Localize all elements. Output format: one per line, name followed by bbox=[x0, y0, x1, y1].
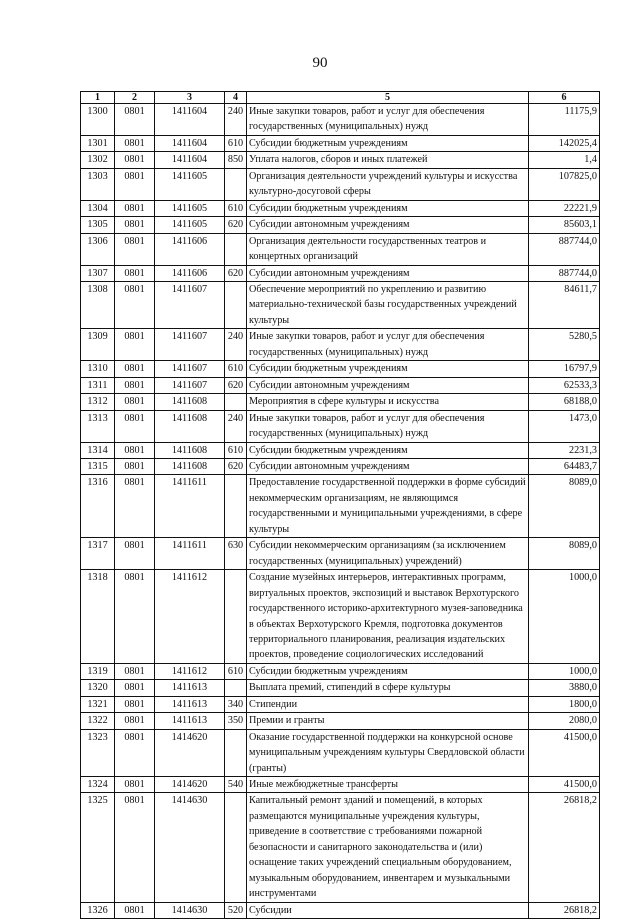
item-name-cell: Иные закупки товаров, работ и услуг для обеспечения государственных (муниципальных) нужд bbox=[247, 410, 529, 442]
target-article-cell: 1411613 bbox=[155, 696, 225, 712]
amount-cell: 41500,0 bbox=[529, 729, 600, 776]
section-code-cell: 0801 bbox=[115, 152, 155, 168]
table-row bbox=[81, 281, 600, 328]
section-code-cell: 0801 bbox=[115, 680, 155, 696]
section-code-cell: 0801 bbox=[115, 793, 155, 902]
row-number-cell: 1302 bbox=[81, 152, 115, 168]
item-name-cell: Иные закупки товаров, работ и услуг для обеспечения государственных (муниципальных) нужд bbox=[247, 104, 529, 136]
table-row bbox=[81, 265, 600, 281]
row-number-cell: 1305 bbox=[81, 217, 115, 233]
expense-type-cell bbox=[225, 570, 247, 664]
expense-type-cell: 610 bbox=[225, 200, 247, 216]
expense-type-cell: 620 bbox=[225, 265, 247, 281]
amount-cell: 142025,4 bbox=[529, 135, 600, 151]
section-code-cell: 0801 bbox=[115, 361, 155, 377]
target-article-cell: 1414630 bbox=[155, 793, 225, 902]
amount-cell: 84611,7 bbox=[529, 281, 600, 328]
item-name-cell: Субсидии автономным учреждениям bbox=[247, 458, 529, 474]
section-code-cell: 0801 bbox=[115, 281, 155, 328]
table-row bbox=[81, 168, 600, 200]
section-code-cell: 0801 bbox=[115, 265, 155, 281]
amount-cell: 41500,0 bbox=[529, 777, 600, 793]
expense-type-cell: 620 bbox=[225, 217, 247, 233]
table-row bbox=[81, 394, 600, 410]
row-number-cell: 1324 bbox=[81, 777, 115, 793]
table-row bbox=[81, 458, 600, 474]
table-row bbox=[81, 361, 600, 377]
expense-type-cell bbox=[225, 233, 247, 265]
row-number-cell: 1314 bbox=[81, 442, 115, 458]
row-number-cell: 1317 bbox=[81, 538, 115, 570]
section-code-cell: 0801 bbox=[115, 538, 155, 570]
section-code-cell: 0801 bbox=[115, 458, 155, 474]
item-name-cell: Премии и гранты bbox=[247, 713, 529, 729]
item-name-cell: Субсидии бюджетным учреждениям bbox=[247, 200, 529, 216]
amount-cell: 85603,1 bbox=[529, 217, 600, 233]
row-number-cell: 1308 bbox=[81, 281, 115, 328]
table-row bbox=[81, 475, 600, 538]
amount-cell: 26818,2 bbox=[529, 902, 600, 918]
target-article-cell: 1414620 bbox=[155, 729, 225, 776]
row-number-cell: 1315 bbox=[81, 458, 115, 474]
expense-type-cell: 350 bbox=[225, 713, 247, 729]
amount-cell: 68188,0 bbox=[529, 394, 600, 410]
target-article-cell: 1411606 bbox=[155, 233, 225, 265]
amount-cell: 26818,2 bbox=[529, 793, 600, 902]
item-name-cell: Мероприятия в сфере культуры и искусства bbox=[247, 394, 529, 410]
expense-type-cell: 620 bbox=[225, 458, 247, 474]
amount-cell: 11175,9 bbox=[529, 104, 600, 136]
row-number-cell: 1310 bbox=[81, 361, 115, 377]
page-number: 90 bbox=[312, 55, 328, 71]
section-code-cell: 0801 bbox=[115, 729, 155, 776]
amount-cell: 1,4 bbox=[529, 152, 600, 168]
target-article-cell: 1411608 bbox=[155, 442, 225, 458]
expense-type-cell bbox=[225, 394, 247, 410]
row-number-cell: 1322 bbox=[81, 713, 115, 729]
amount-cell: 107825,0 bbox=[529, 168, 600, 200]
section-code-cell: 0801 bbox=[115, 377, 155, 393]
table-row bbox=[81, 793, 600, 902]
item-name-cell: Иные межбюджетные трансферты bbox=[247, 777, 529, 793]
table-row bbox=[81, 152, 600, 168]
amount-cell: 64483,7 bbox=[529, 458, 600, 474]
item-name-cell: Оказание государственной поддержки на конкурсной основе муниципальным учреждениям культуры Свердловской области (гранты) bbox=[247, 729, 529, 776]
table-row bbox=[81, 217, 600, 233]
budget-table bbox=[80, 91, 600, 919]
row-number-cell: 1325 bbox=[81, 793, 115, 902]
expense-type-cell: 610 bbox=[225, 663, 247, 679]
expense-type-cell: 610 bbox=[225, 442, 247, 458]
expense-type-cell: 610 bbox=[225, 361, 247, 377]
table-row bbox=[81, 377, 600, 393]
header-cell: 2 bbox=[115, 92, 155, 104]
item-name-cell: Обеспечение мероприятий по укреплению и развитию материально-технической базы государственных учреждений культуры bbox=[247, 281, 529, 328]
table-row bbox=[81, 233, 600, 265]
expense-type-cell bbox=[225, 680, 247, 696]
amount-cell: 16797,9 bbox=[529, 361, 600, 377]
section-code-cell: 0801 bbox=[115, 200, 155, 216]
amount-cell: 1000,0 bbox=[529, 663, 600, 679]
target-article-cell: 1411612 bbox=[155, 663, 225, 679]
item-name-cell: Уплата налогов, сборов и иных платежей bbox=[247, 152, 529, 168]
item-name-cell: Субсидии бюджетным учреждениям bbox=[247, 361, 529, 377]
item-name-cell: Организация деятельности государственных театров и концертных организаций bbox=[247, 233, 529, 265]
table-row bbox=[81, 680, 600, 696]
row-number-cell: 1323 bbox=[81, 729, 115, 776]
amount-cell: 887744,0 bbox=[529, 233, 600, 265]
section-code-cell: 0801 bbox=[115, 104, 155, 136]
table-row bbox=[81, 729, 600, 776]
item-name-cell: Иные закупки товаров, работ и услуг для обеспечения государственных (муниципальных) нужд bbox=[247, 329, 529, 361]
target-article-cell: 1411604 bbox=[155, 152, 225, 168]
expense-type-cell: 540 bbox=[225, 777, 247, 793]
row-number-cell: 1309 bbox=[81, 329, 115, 361]
target-article-cell: 1411612 bbox=[155, 570, 225, 664]
target-article-cell: 1411604 bbox=[155, 104, 225, 136]
table-row bbox=[81, 696, 600, 712]
amount-cell: 887744,0 bbox=[529, 265, 600, 281]
row-number-cell: 1319 bbox=[81, 663, 115, 679]
target-article-cell: 1411607 bbox=[155, 281, 225, 328]
target-article-cell: 1414620 bbox=[155, 777, 225, 793]
row-number-cell: 1303 bbox=[81, 168, 115, 200]
row-number-cell: 1313 bbox=[81, 410, 115, 442]
target-article-cell: 1411608 bbox=[155, 410, 225, 442]
row-number-cell: 1304 bbox=[81, 200, 115, 216]
row-number-cell: 1311 bbox=[81, 377, 115, 393]
section-code-cell: 0801 bbox=[115, 475, 155, 538]
section-code-cell: 0801 bbox=[115, 902, 155, 918]
expense-type-cell: 850 bbox=[225, 152, 247, 168]
amount-cell: 1000,0 bbox=[529, 570, 600, 664]
section-code-cell: 0801 bbox=[115, 394, 155, 410]
section-code-cell: 0801 bbox=[115, 329, 155, 361]
target-article-cell: 1411607 bbox=[155, 361, 225, 377]
table-row bbox=[81, 663, 600, 679]
target-article-cell: 1411605 bbox=[155, 168, 225, 200]
target-article-cell: 1411605 bbox=[155, 200, 225, 216]
row-number-cell: 1301 bbox=[81, 135, 115, 151]
expense-type-cell bbox=[225, 281, 247, 328]
amount-cell: 1473,0 bbox=[529, 410, 600, 442]
amount-cell: 22221,9 bbox=[529, 200, 600, 216]
expense-type-cell bbox=[225, 168, 247, 200]
section-code-cell: 0801 bbox=[115, 135, 155, 151]
table-row bbox=[81, 713, 600, 729]
target-article-cell: 1411607 bbox=[155, 377, 225, 393]
amount-cell: 5280,5 bbox=[529, 329, 600, 361]
expense-type-cell: 630 bbox=[225, 538, 247, 570]
target-article-cell: 1411613 bbox=[155, 680, 225, 696]
amount-cell: 2231,3 bbox=[529, 442, 600, 458]
item-name-cell: Капитальный ремонт зданий и помещений, в которых размещаются муниципальные учреждения культуры, приведение в соответствие с требованиями пожарной безопасности и санитарного законодательства и (или) оснащение таких учреждений специальным оборудованием, музыкальным оборудованием, инвентарем и музыкальными инструментами bbox=[247, 793, 529, 902]
item-name-cell: Субсидии бюджетным учреждениям bbox=[247, 663, 529, 679]
table-row bbox=[81, 104, 600, 136]
target-article-cell: 1411607 bbox=[155, 329, 225, 361]
table-row bbox=[81, 777, 600, 793]
header-cell: 5 bbox=[247, 92, 529, 104]
expense-type-cell: 240 bbox=[225, 410, 247, 442]
item-name-cell: Предоставление государственной поддержки в форме субсидий некоммерческим организациям, не являющимся государственными и муниципальными учреждениями, в сфере культуры bbox=[247, 475, 529, 538]
section-code-cell: 0801 bbox=[115, 410, 155, 442]
section-code-cell: 0801 bbox=[115, 233, 155, 265]
row-number-cell: 1321 bbox=[81, 696, 115, 712]
row-number-cell: 1316 bbox=[81, 475, 115, 538]
amount-cell: 2080,0 bbox=[529, 713, 600, 729]
item-name-cell: Выплата премий, стипендий в сфере культуры bbox=[247, 680, 529, 696]
section-code-cell: 0801 bbox=[115, 713, 155, 729]
header-cell: 6 bbox=[529, 92, 600, 104]
row-number-cell: 1306 bbox=[81, 233, 115, 265]
amount-cell: 62533,3 bbox=[529, 377, 600, 393]
section-code-cell: 0801 bbox=[115, 663, 155, 679]
expense-type-cell: 610 bbox=[225, 135, 247, 151]
row-number-cell: 1300 bbox=[81, 104, 115, 136]
target-article-cell: 1411606 bbox=[155, 265, 225, 281]
table-row bbox=[81, 570, 600, 664]
expense-type-cell: 240 bbox=[225, 104, 247, 136]
table-row bbox=[81, 200, 600, 216]
item-name-cell: Субсидии автономным учреждениям bbox=[247, 217, 529, 233]
target-article-cell: 1411608 bbox=[155, 458, 225, 474]
item-name-cell: Субсидии бюджетным учреждениям bbox=[247, 135, 529, 151]
header-cell: 4 bbox=[225, 92, 247, 104]
item-name-cell: Субсидии автономным учреждениям bbox=[247, 265, 529, 281]
table-row bbox=[81, 538, 600, 570]
header-cell: 1 bbox=[81, 92, 115, 104]
section-code-cell: 0801 bbox=[115, 217, 155, 233]
target-article-cell: 1411611 bbox=[155, 538, 225, 570]
section-code-cell: 0801 bbox=[115, 570, 155, 664]
header-row bbox=[81, 92, 600, 104]
amount-cell: 8089,0 bbox=[529, 538, 600, 570]
expense-type-cell: 340 bbox=[225, 696, 247, 712]
expense-type-cell: 520 bbox=[225, 902, 247, 918]
row-number-cell: 1320 bbox=[81, 680, 115, 696]
row-number-cell: 1307 bbox=[81, 265, 115, 281]
table-row bbox=[81, 135, 600, 151]
target-article-cell: 1411604 bbox=[155, 135, 225, 151]
row-number-cell: 1312 bbox=[81, 394, 115, 410]
item-name-cell: Стипендии bbox=[247, 696, 529, 712]
item-name-cell: Субсидии автономным учреждениям bbox=[247, 377, 529, 393]
section-code-cell: 0801 bbox=[115, 442, 155, 458]
table-row bbox=[81, 442, 600, 458]
item-name-cell: Организация деятельности учреждений культуры и искусства культурно-досуговой сферы bbox=[247, 168, 529, 200]
section-code-cell: 0801 bbox=[115, 168, 155, 200]
item-name-cell: Субсидии бюджетным учреждениям bbox=[247, 442, 529, 458]
section-code-cell: 0801 bbox=[115, 777, 155, 793]
target-article-cell: 1411611 bbox=[155, 475, 225, 538]
expense-type-cell bbox=[225, 475, 247, 538]
table-row bbox=[81, 410, 600, 442]
table-row bbox=[81, 329, 600, 361]
expense-type-cell bbox=[225, 729, 247, 776]
item-name-cell: Создание музейных интерьеров, интерактивных программ, виртуальных проектов, экспозиций и выставок Верхотурского государственного историко-архитектурного музея-заповедника в объектах Верхотурского Кремля, подготовка документов территориального планирования, реализация издательских проектов, проведение социологических исследований bbox=[247, 570, 529, 664]
item-name-cell: Субсидии bbox=[247, 902, 529, 918]
expense-type-cell bbox=[225, 793, 247, 902]
expense-type-cell: 620 bbox=[225, 377, 247, 393]
target-article-cell: 1411608 bbox=[155, 394, 225, 410]
section-code-cell: 0801 bbox=[115, 696, 155, 712]
target-article-cell: 1411613 bbox=[155, 713, 225, 729]
target-article-cell: 1411605 bbox=[155, 217, 225, 233]
row-number-cell: 1326 bbox=[81, 902, 115, 918]
target-article-cell: 1414630 bbox=[155, 902, 225, 918]
item-name-cell: Субсидии некоммерческим организациям (за исключением государственных (муниципальных) учреждений) bbox=[247, 538, 529, 570]
expense-type-cell: 240 bbox=[225, 329, 247, 361]
amount-cell: 8089,0 bbox=[529, 475, 600, 538]
header-cell: 3 bbox=[155, 92, 225, 104]
row-number-cell: 1318 bbox=[81, 570, 115, 664]
amount-cell: 1800,0 bbox=[529, 696, 600, 712]
amount-cell: 3880,0 bbox=[529, 680, 600, 696]
